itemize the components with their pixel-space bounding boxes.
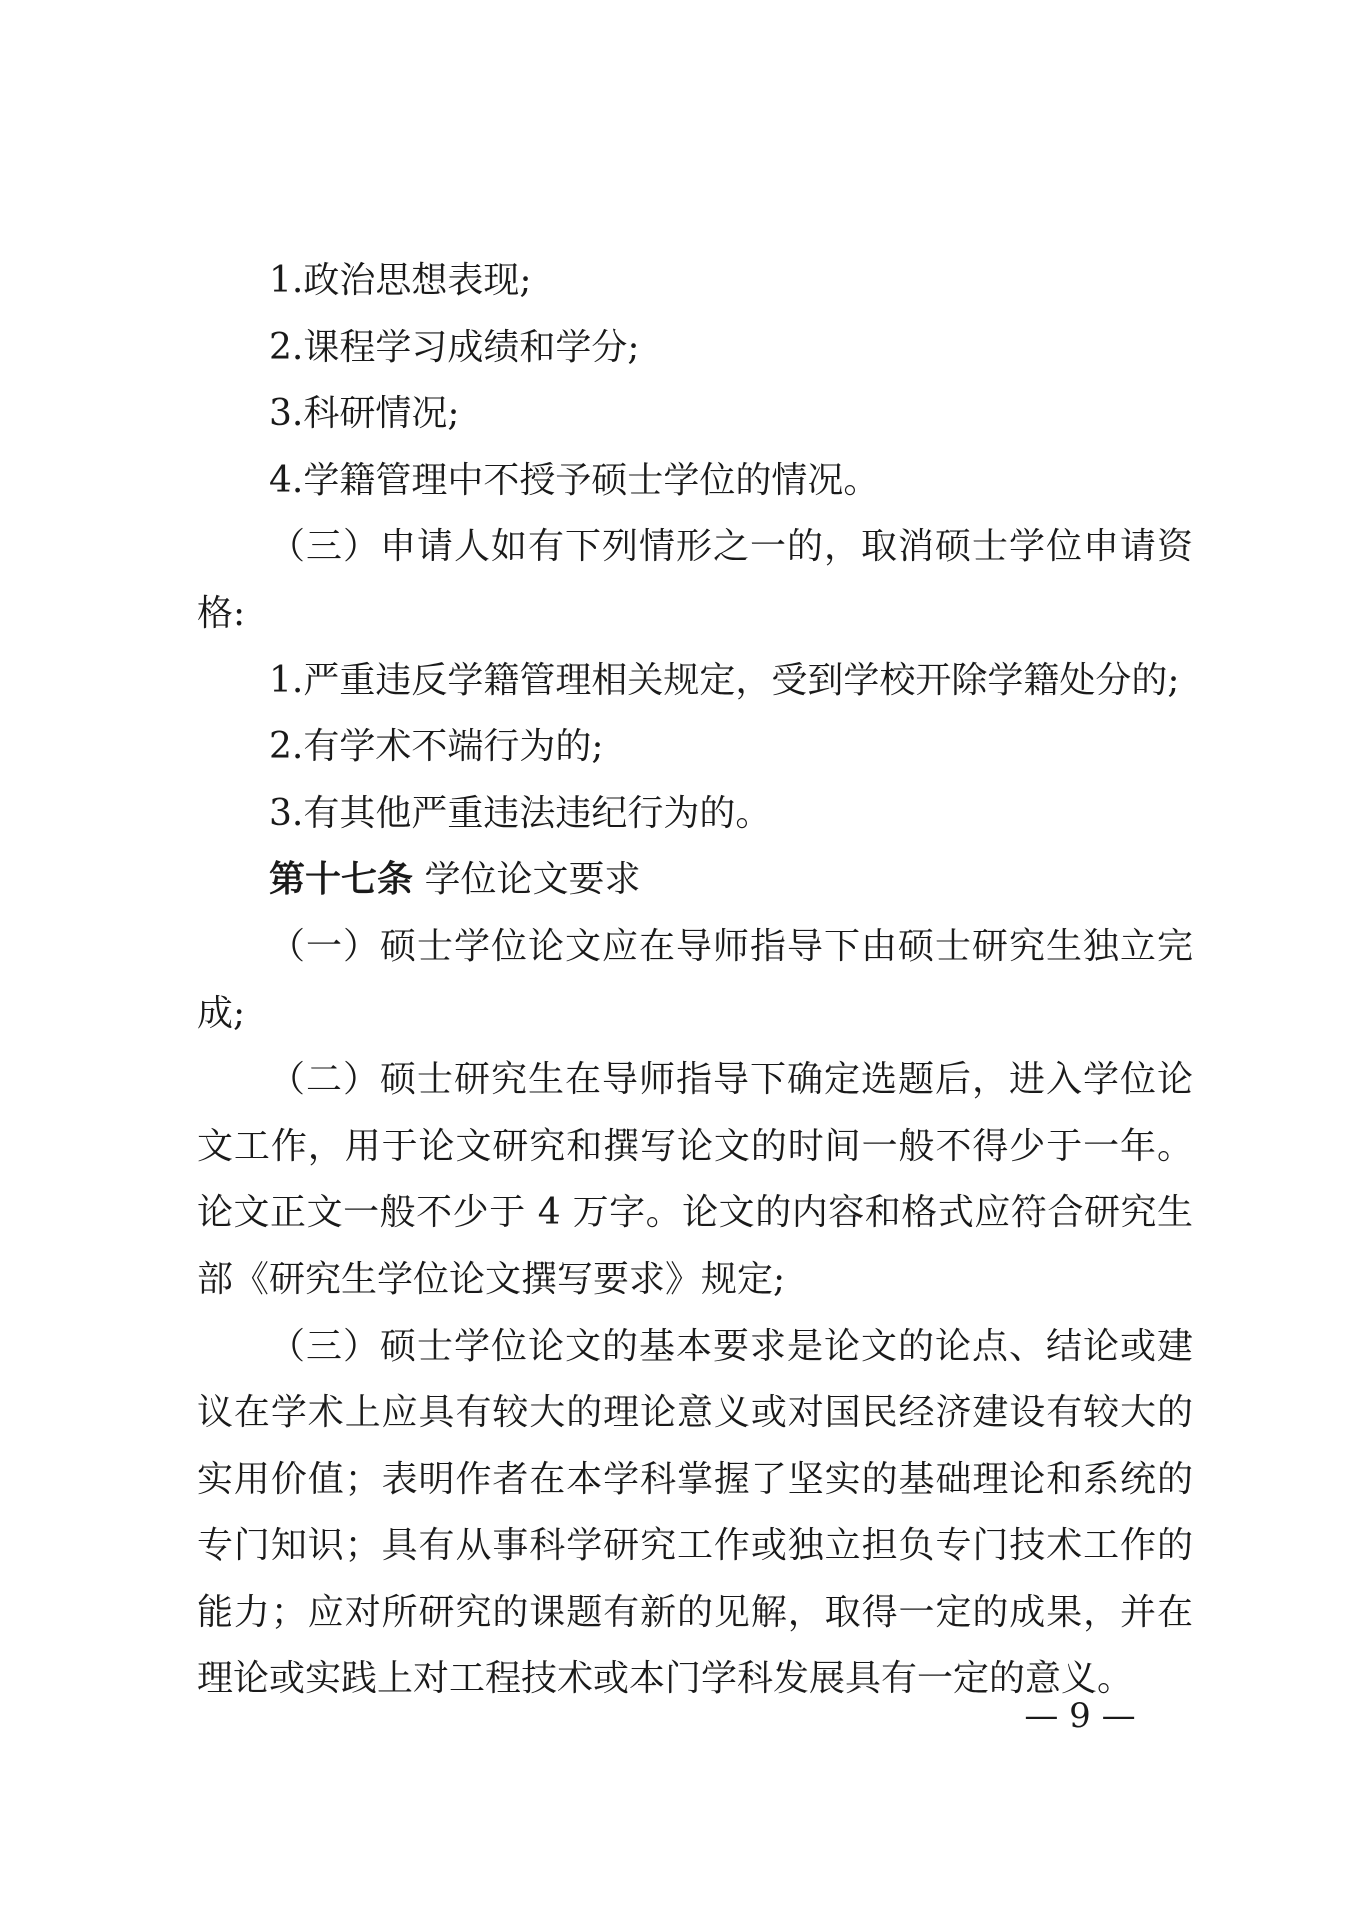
list-item: 3.有其他严重违法违纪行为的。: [269, 792, 772, 834]
article-heading: [197, 847, 1193, 914]
list-item: 2.课程学习成绩和学分;: [269, 326, 640, 368]
document-body: [197, 248, 1193, 1713]
list-item: 2.有学术不端行为的;: [269, 726, 604, 768]
list-item: 1.政治思想表现;: [269, 260, 532, 301]
article-number: 第十七条: [269, 859, 414, 901]
section-paragraph: （三）申请人如有下列情形之一的，取消硕士学位申请资格:: [197, 526, 1193, 634]
section-paragraph: （三）硕士学位论文的基本要求是论文的论点、结论或建议在学术上应具有较大的理论意义或对国民经济建设有较大的实用价值；表明作者在本学科掌握了坚实的基础理论和系统的专门知识；具有从事科学研究工作或独立担负专门技术工作的能力；应对所研究的课题有新的见解，取得一定的成果，并在理论或实践上对工程技术或本门学科发展具有一定的意义。: [197, 1325, 1193, 1700]
page-number: — 9 —: [1024, 1696, 1136, 1736]
section-paragraph: （一）硕士学位论文应在导师指导下由硕士研究生独立完成;: [197, 925, 1193, 1034]
list-item: 3.科研情况;: [269, 393, 460, 435]
article-title: 学位论文要求: [413, 859, 641, 901]
section-paragraph: （二）硕士研究生在导师指导下确定选题后，进入学位论文工作，用于论文研究和撰写论文的时间一般不得少于一年。论文正文一般不少于 4 万字。论文的内容和格式应符合研究生部《研究生学位论文撰写要求》规定;: [197, 1059, 1193, 1300]
list-item: 4.学籍管理中不授予硕士学位的情况。: [269, 459, 880, 501]
list-item: 1.严重违反学籍管理相关规定，受到学校开除学籍处分的;: [269, 659, 1180, 701]
